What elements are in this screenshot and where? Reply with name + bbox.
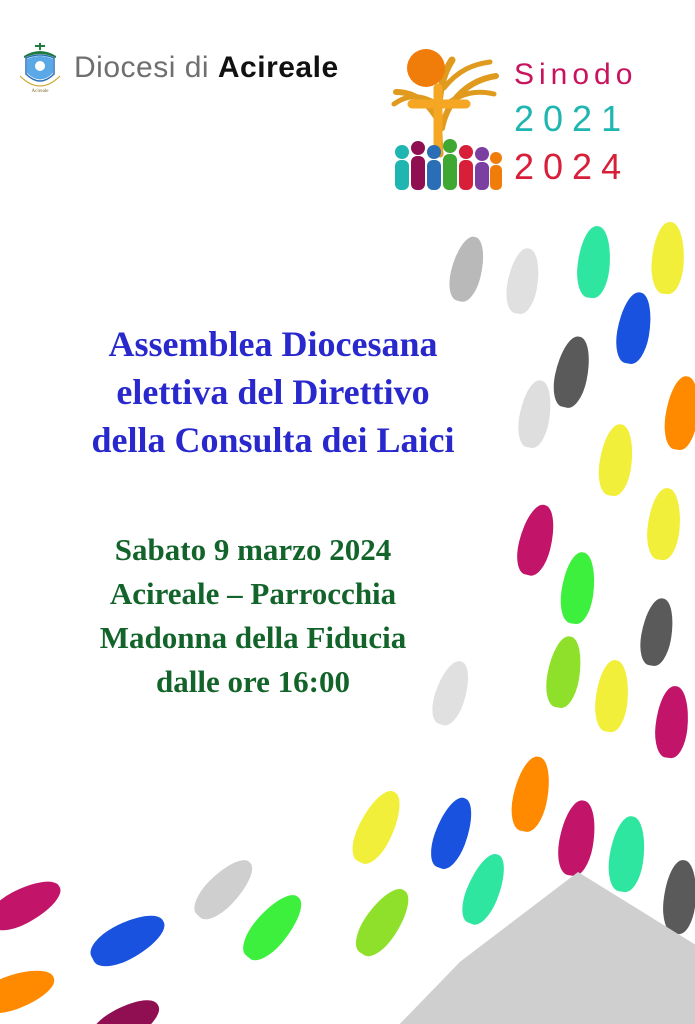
event-details <box>38 528 468 704</box>
event-place-line-2: Madonna della Fiducia <box>99 620 407 655</box>
sinodo-year-end: 2024 <box>514 146 631 187</box>
event-place-line-1: Acireale – Parrocchia <box>109 576 397 611</box>
sinodo-logo <box>378 36 678 196</box>
acireale-label: Acireale <box>217 51 339 84</box>
synod-tree-people-icon <box>378 36 518 196</box>
sinodo-word: Sinodo <box>514 58 638 91</box>
poster-header <box>0 0 695 200</box>
poster-title <box>38 320 508 464</box>
title-line-3: della Consulta dei Laici <box>91 420 455 460</box>
diocesi-logo <box>14 40 339 96</box>
title-line-2: elettiva del Direttivo <box>116 372 430 412</box>
event-time: dalle ore 16:00 <box>155 664 350 699</box>
sinodo-year-start: 2021 <box>514 98 631 139</box>
diocesi-wordmark <box>74 51 339 85</box>
diocesi-label: Diocesi di <box>74 51 218 84</box>
event-date: Sabato 9 marzo 2024 <box>114 532 392 567</box>
svg-text:Acireale: Acireale <box>31 89 49 94</box>
bishop-crest-icon <box>14 40 66 96</box>
title-line-1: Assemblea Diocesana <box>108 324 438 364</box>
